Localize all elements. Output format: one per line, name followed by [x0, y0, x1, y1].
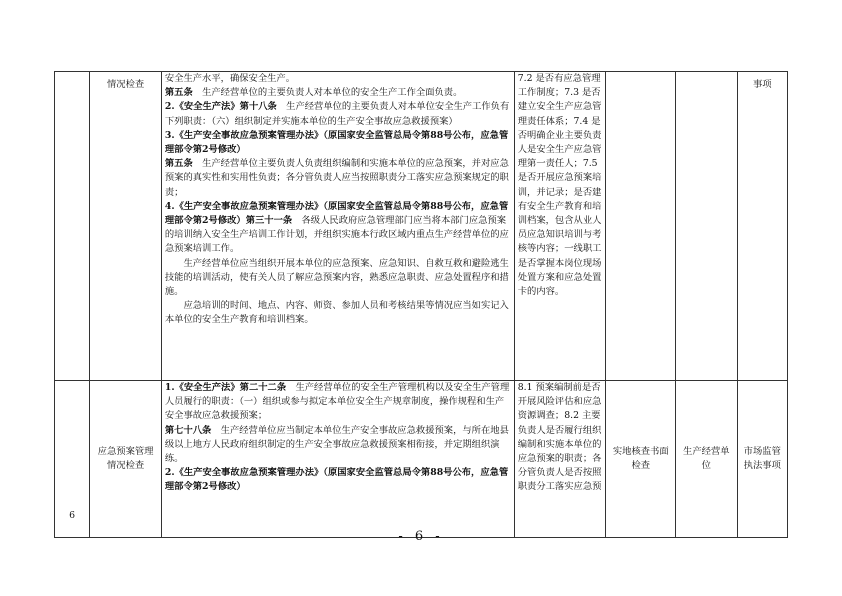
basis-paragraph: 第五条 生产经营单位的主要负责人对本单位的安全生产工作全面负责。	[164, 87, 463, 99]
check-content-cell: 7.2 是否有应急管理工作制度；7.3 是否建立安全生产应急管理责任体系；7.4 是否明确企业主要负责人是安全生产应急管理第一责任人；7.5 是否开展应急预案培训，并记录；是否建有安全生产教育和培训档案，包含从业人员应急知识培训与考核等内容；一线职工是否掌握本岗位现场处置方案和应急处置卡的内容。	[514, 72, 606, 381]
check-method-cell: 实地核查书面检查	[606, 381, 676, 538]
check-content-cell: 8.1 预案编制前是否开展风险评估和应急资源调查；8.2 主要负责人是否履行组织编制和实施本单位的应急预案的职责；各分管负责人是否按照职责分工落实应急预	[514, 381, 606, 538]
row-number-cell	[55, 72, 90, 381]
category-cell: 市场监管执法事项	[737, 381, 787, 538]
basis-paragraph: 第七十八条 生产经营单位应当制定本单位生产安全事故应急救援预案，与所在地县级以上地方人民政府组织制定的生产安全事故应急救援预案相衔接，并定期组织演练。	[164, 424, 509, 465]
basis-paragraph: 2.《安全生产法》第十八条 生产经营单位的主要负责人对本单位安全生产工作负有下列职责：（六）组织制定并实施本单位的生产安全事故应急救援预案）	[164, 101, 510, 127]
item-name-cell: 应急预案管理情况检查	[90, 381, 162, 538]
basis-paragraph: 3.《生产安全事故应急预案管理办法》（原国家安全监管总局令第88号公布，应急管理部令第2号修改）	[164, 129, 509, 156]
basis-paragraph: 4.《生产安全事故应急预案管理办法》（原国家安全监管总局令第88号公布，应急管理部令第2号修改）第三十一条 各级人民政府应急管理部门应当将本部门应急预案的培训纳入安全生产培训工作计划，并组织实施本行政区域内重点生产经营单位的应急预案培训工作。	[164, 200, 509, 255]
row-number-cell: 6	[55, 381, 90, 538]
table-row	[55, 72, 788, 381]
check-method-cell	[606, 72, 676, 381]
legal-basis-cell	[161, 72, 514, 381]
legal-basis-cell	[161, 381, 514, 538]
basis-paragraph: 第五条 生产经营单位主要负责人负责组织编制和实施本单位的应急预案，并对应急预案的真实性和实用性负责；各分管负责人应当按照职责分工落实应急预案规定的职责；	[164, 158, 509, 198]
inspection-table	[54, 71, 788, 538]
category-cell: 事项	[737, 72, 787, 381]
basis-paragraph: 应急培训的时间、地点、内容、师资、参加人员和考核结果等情况应当如实记入本单位的安全生产教育和培训档案。	[164, 300, 509, 326]
check-object-cell: 生产经营单位	[676, 381, 738, 538]
check-object-cell	[676, 72, 738, 381]
basis-paragraph: 生产经营单位应当组织开展本单位的应急预案、应急知识、自救互救和避险逃生技能的培训活动，使有关人员了解应急预案内容，熟悉应急职责、应急处置程序和措施。	[164, 257, 509, 298]
basis-paragraph: 1.《安全生产法》第二十二条 生产经营单位的安全生产管理机构以及安全生产管理人员履行的职责：（一）组织或参与拟定本单位安全生产规章制度，操作规程和生产安全事故应急救援预案；	[164, 382, 510, 422]
item-name-cell: 情况检查	[90, 72, 162, 381]
page-number: - 6 -	[398, 529, 444, 544]
basis-paragraph: 安全生产水平，确保安全生产。	[164, 73, 296, 84]
table-row	[55, 381, 788, 538]
basis-paragraph: 2.《生产安全事故应急预案管理办法》（原国家安全监管总局令第88号公布，应急管理部令第2号修改）	[164, 467, 509, 493]
